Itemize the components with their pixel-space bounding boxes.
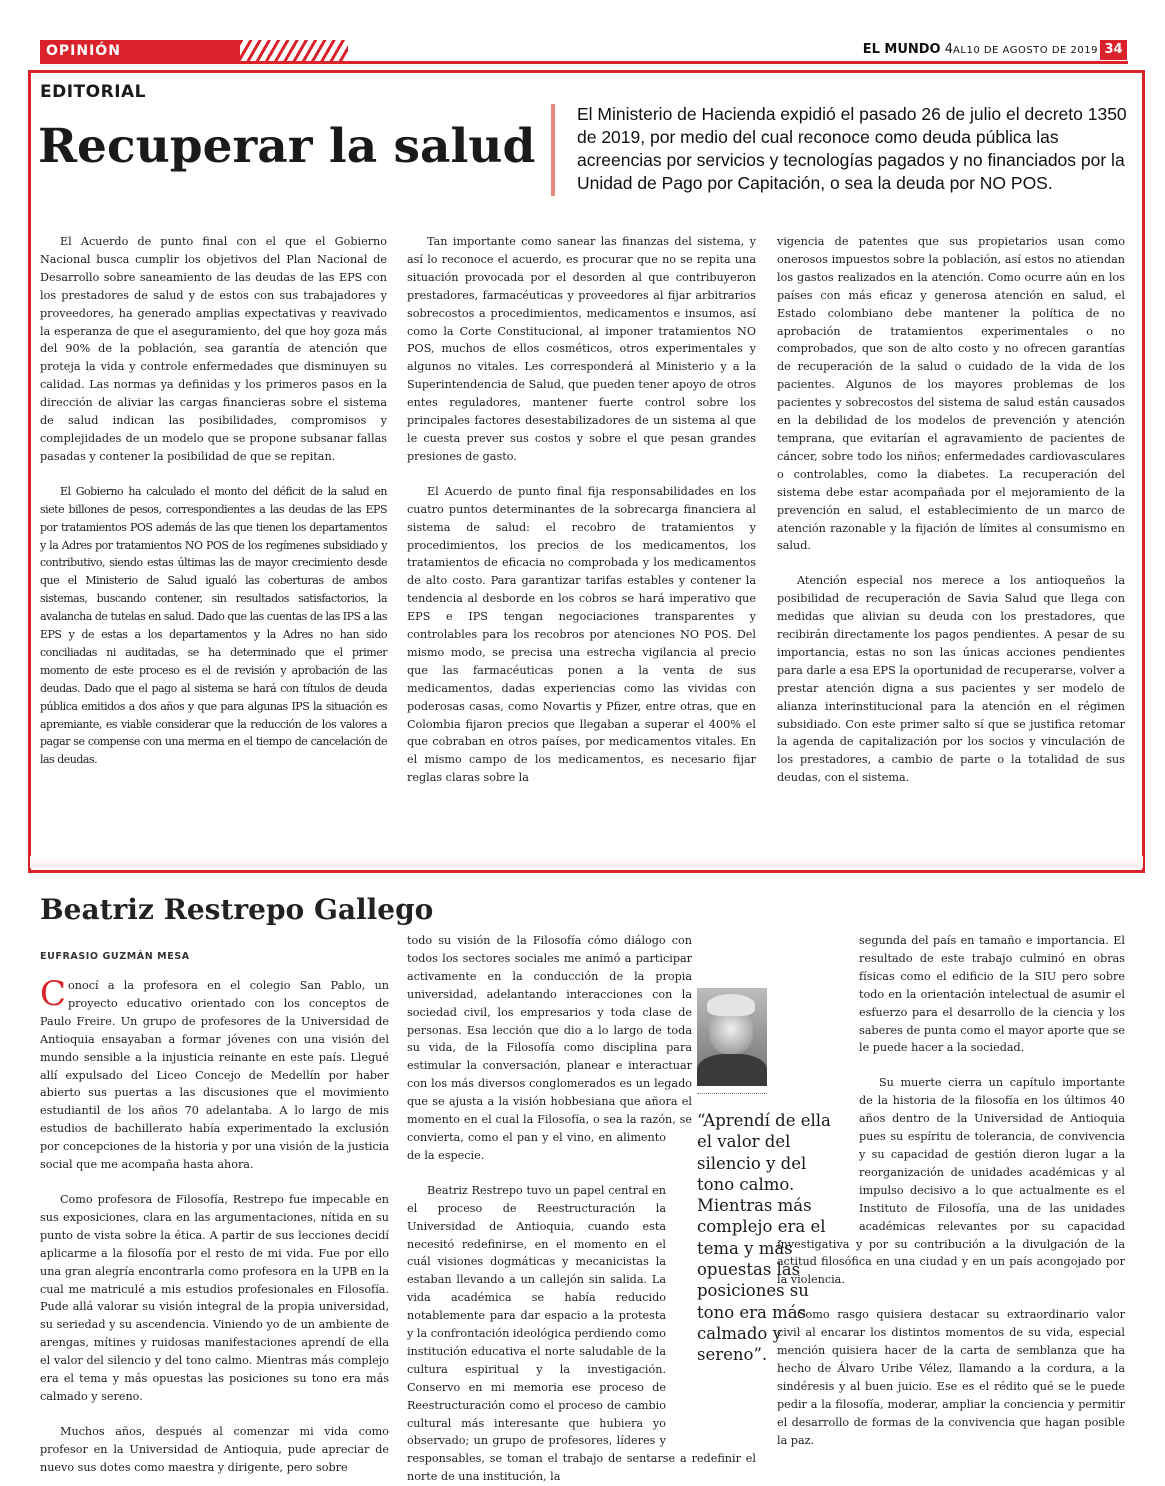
pull-quote: “Aprendí de ella el valor del silencio y del tono calmo. Mientras más complejo era el tema y más opuestas las posiciones su tono era más calmado y sereno”. bbox=[697, 1111, 831, 1365]
article-paragraph: Su muerte cierra un capítulo importante de la historia de la filosofía en los últimos 40 años dentro de la Universidad de Antioquia pues su espíritu de tolerancia, de convivencia y su capacidad de gestión dieron lugar a la reorganización de unidades académicas y al impulso decisivo a lo que actualmente es el Instituto de Filosofía, una de las unidades académicas relevantes por su capacidad investigativa y por su contribución a la divulgación de la actitud filosófica en una ciudad y en un país acongojado por la violencia. bbox=[777, 1076, 1125, 1287]
date-connector: AL bbox=[953, 45, 967, 56]
editorial-column-1 bbox=[40, 233, 387, 769]
article-paragraph: Beatriz Restrepo tuvo un papel central en el proceso de Reestructuración la Universidad de Antioquia, cuando esta necesitó redefinirse, en el momento en el cuál visiones dogmáticas y mecanicistas la estaban llevando a un callejón sin salida. La vida académica se había reducido notablemente para dar espacio a la protesta y la confrontación ideológica perdiendo como institución educativa el norte saludable de la cultura espiritual y la investigación. Conservo en mi memoria ese proceso de Reestructuración como el proceso de cambio cultural más interesante que hubiera yo observado; un grupo de profesores, líderes y responsables, se toman el trabajo de sentarse a redefinir el norte de una institución, la bbox=[407, 1183, 756, 1484]
article-author: EUFRASIO GUZMÁN MESA bbox=[40, 951, 190, 962]
section-hatch-decoration bbox=[240, 40, 348, 62]
editorial-lead: El Ministerio de Hacienda expidió el pasado 26 de julio el decreto 1350 de 2019, por medio del cual reconoce como deuda pública las acreencias por servicios y tecnologías pagados y no financiados por la Unidad de Pago por Capitación, o sea la deuda por NO POS. bbox=[577, 104, 1127, 193]
publication-name: EL MUNDO bbox=[862, 42, 941, 57]
photo-divider bbox=[697, 1093, 767, 1094]
lead-accent-bar bbox=[551, 104, 555, 196]
article-title: Beatriz Restrepo Gallego bbox=[40, 893, 434, 926]
editorial-paragraph: El Gobierno ha calculado el monto del déficit de la salud en siete billones de pesos, correspondientes a las deudas de las EPS por tratamientos POS además de las que tienen los departamentos y la Adres por tratamientos NO POS de los regímenes subsidiado y contributivo, siendo estas últimas las de mayor crecimiento desde que el Ministerio de Salud igualó las coberturas de ambos sistemas, buscando contener, sin resultados satisfactorios, la avalancha de tutelas en salud. Dado que las cuentas de las IPS a las EPS y de estas a los departamentos y la Adres no han sido conciliadas ni auditadas, se ha determinado que el primer momento de este proceso es el de revisión y aprobación de las deudas. Dado que el pago al sistema se hará con títulos de deuda pública emitidos a dos años y que para algunas IPS la situación es apremiante, es viable considerar que la reducción de los valores a pagar se compense con una merma en el tiempo de cancelación de las deudas. bbox=[40, 484, 387, 767]
article-paragraph: todo su visión de la Filosofía cómo diálogo con todos los sectores sociales me animó a participar activamente en la conducción de la propia universidad, adelantando interacciones con la sociedad civil, los empresarios y toda clase de personas. Esa lección que dio a lo largo de toda su vida, de la Filosofía como disciplina para estimular la conversación, planear e interactuar con los más diversos conglomerados es un legado que se ajusta a la visión hobbesiana que añora el momento en el cual la Filosofía, o sea la razón, se convierta, como el pan y el vino, en alimento de la especie. bbox=[407, 934, 692, 1162]
article-paragraph: segunda del país en tamaño e importancia. El resultado de este trabajo culminó en obras físicas como el edificio de la SIU pero sobre todo en la orientación intelectual de asumir el esfuerzo para el desarrollo de la ciencia y los saberes de punta como el mayor aporte que se le puede hacer a la sociedad. bbox=[859, 934, 1125, 1055]
article-paragraph: Conocí a la profesora en el colegio San Pablo, un proyecto educativo orientado con los conceptos de Paulo Freire. Un grupo de profesores de la Universidad de Antioquia ensayaban a formar jóvenes con una visión del mundo sensible a la injusticia reinante en este país. Llegué allí expulsado del Liceo Concejo de Medellín por haber abierto sus puertas a las discusiones que el movimiento estudiantil de los años 70 adelantaba. A lo largo de mis estudios de bachillerato había experimentado la exclusión por concepciones de la historia y por una visión de la justicia social que me acompaña hasta ahora. bbox=[40, 974, 389, 1172]
editorial-paragraph: Atención especial nos merece a los antioqueños la posibilidad de recuperación de Savia Salud que llega con medidas que alivian su deuda con los prestadores, que recibirán directamente los pagos pendientes. A pesar de su importancia, estas no son las únicas acciones pendientes para darle a esa EPS la oportunidad de recuperarse, volver a prestar atención digna a sus pacientes y ser modelo de alianza interinstitucional para la atención en el régimen subsidiado. Con este primer salto sí que se justifica retomar la agenda de capitalización por los socios y vinculación de los prestadores, a cambio de parte o la totalidad de sus deudas, con el sistema. bbox=[777, 574, 1125, 785]
editorial-paragraph: Tan importante como sanear las finanzas del sistema, y así lo reconoce el acuerdo, es procurar que no se repita una situación provocada por el desorden al que contribuyeron prestadores, farmacéuticas y proveedores al fijar arbitrarios sobrecostos a procedimientos, medicamentos e insumos, así como la Corte Constitucional, al imponer tratamientos NO POS, muchos de ellos cosméticos, otros experimentales y algunos no vitales. Les corresponderá al Ministerio y a la Superintendencia de Salud, que pueden tener apoyo de otros entes reguladores, mantener fuerte control sobre los principales factores desestabilizadores de un sistema al que le cuesta prever sus costos y sobre el que pesan grandes presiones de gasto. bbox=[407, 235, 756, 463]
article-paragraph: Como profesora de Filosofía, Restrepo fue impecable en sus exposiciones, clara en las argumentaciones, nítida en su punto de vista sobre la ética. A partir de sus lecciones decidí aplicarme a la filosofía por el resto de mi vida. Fue por ello una gran alegría encontrarla como profesora en la UPB en la cual me matriculé a mis estudios profesionales en Filosofía. Pude allá valorar su visión integral de la propia universidad, su seriedad y su ascendencia. Viniendo yo de un ambiente de arengas, mítines y ruidosas manifestaciones aprendí de ella el valor del silencio y del tono calmo. Mientras más complejo era el tema y más opuestas las posiciones su tono era más calmado y sereno. bbox=[40, 1192, 389, 1403]
date-rest: 10 DE AGOSTO DE 2019 bbox=[966, 45, 1098, 56]
editorial-column-3 bbox=[777, 233, 1125, 787]
masthead bbox=[863, 42, 1098, 57]
page-number: 34 bbox=[1100, 40, 1127, 60]
section-label: OPINIÓN bbox=[46, 43, 121, 59]
section-tab bbox=[40, 40, 240, 62]
author-portrait-photo bbox=[697, 988, 767, 1086]
editorial-title: Recuperar la salud bbox=[38, 119, 536, 174]
dropcap: C bbox=[40, 974, 67, 1014]
editorial-paragraph: El Acuerdo de punto final con el que el Gobierno Nacional busca cumplir los objetivos del Plan Nacional de Desarrollo sobre saneamiento de las deudas de las EPS con los prestadores de salud y de estos con sus trabajadores y proveedores, ha generado amplias expectativas y reavivado la esperanza de que el aseguramiento, del que hoy goza más del 90% de la población, sea garantía de atención que proteja la vida y controle enfermedades que disminuyen su calidad. Las normas ya definidas y los primeros pasos en la dirección de aliviar las cargas financieras sobre el sistema de salud indican las posibilidades, compromisos y complejidades de un modelo que se propone subsanar fallas pasadas y contener la posibilidad de que se repitan. bbox=[40, 235, 387, 463]
article-paragraph: Como rasgo quisiera destacar su extraordinario valor civil al encarar los distintos momentos de su vida, especial mención quisiera hacer de la carta de semblanza que ha hecho de Álvaro Uribe Vélez, llamando a la cordura, a la sindéresis y al buen juicio. Ese es el rédito qué se le puede pedir a la filosofía, moderar, ampliar la conciencia y permitir el desarrollo de formas de la convivencia que hagan posible la paz. bbox=[777, 1308, 1125, 1447]
editorial-label: EDITORIAL bbox=[40, 82, 147, 102]
date-day: 4 bbox=[944, 42, 954, 57]
header-rule bbox=[40, 61, 1128, 64]
article-column-1 bbox=[40, 974, 389, 1477]
article-paragraph: Muchos años, después al comenzar mi vida como profesor en la Universidad de Antioquia, pude apreciar de nuevo sus dotes como maestra y dirigente, pero sobre bbox=[40, 1424, 389, 1474]
editorial-paragraph: vigencia de patentes que sus propietarios usan como onerosos impuestos sobre la población, así estos no atiendan los gastos realizados en la atención. Como ocurre aún en los países con más eficaz y generosa atención en salud, el Estado colombiano debe mantener la política de no aprobación de tratamientos experimentales o no comprobados, que son de alto costo y no ofrecen garantías de recuperación de la salud o cuidado de la vida de los pacientes. Algunos de los mayores problemas de los pacientes y sobrecostos del sistema de salud están causados en la debilidad de los modelos de prevención y atención temprana, que evitarían el agravamiento de pacientes de cáncer, sobre todo los niños; enfermedades cardiovasculares o controlables, como la diabetes. La recuperación del sistema debe estar acompañada por el mejoramiento de la prevención en salud, el establecimiento de un marco de atención razonable y la fijación de límites al consumismo en salud. bbox=[777, 235, 1125, 553]
editorial-bottom-fade bbox=[30, 856, 1143, 868]
editorial-paragraph: El Acuerdo de punto final fija responsabilidades en los cuatro puntos determinantes de la sobrecarga financiera al sistema de salud: el recobro de tratamientos y procedimientos, los precios de los medicamentos, los tratamientos de eficacia no comprobada y los medicamentos de alto costo. Para garantizar tarifas estables y contener la tendencia al desborde en los cobros se hará imperativo que EPS e IPS tengan negociaciones transparentes y controlables para los recobros por atenciones NO POS. Del mismo modo, se precisa una estrecha vigilancia al precio que las farmacéuticas ponen a la venta de sus medicamentos, dadas experiencias como las vividas con poderosas casas, como Novartis y Pfizer, entre otras, que en Colombia fijaron precios que llegaban a superar el 400% el que cobraban en otros países, por medicamentos vitales. En el mismo campo de los medicamentos, es necesario fijar reglas claras sobre la bbox=[407, 484, 756, 785]
editorial-column-2 bbox=[407, 233, 756, 787]
